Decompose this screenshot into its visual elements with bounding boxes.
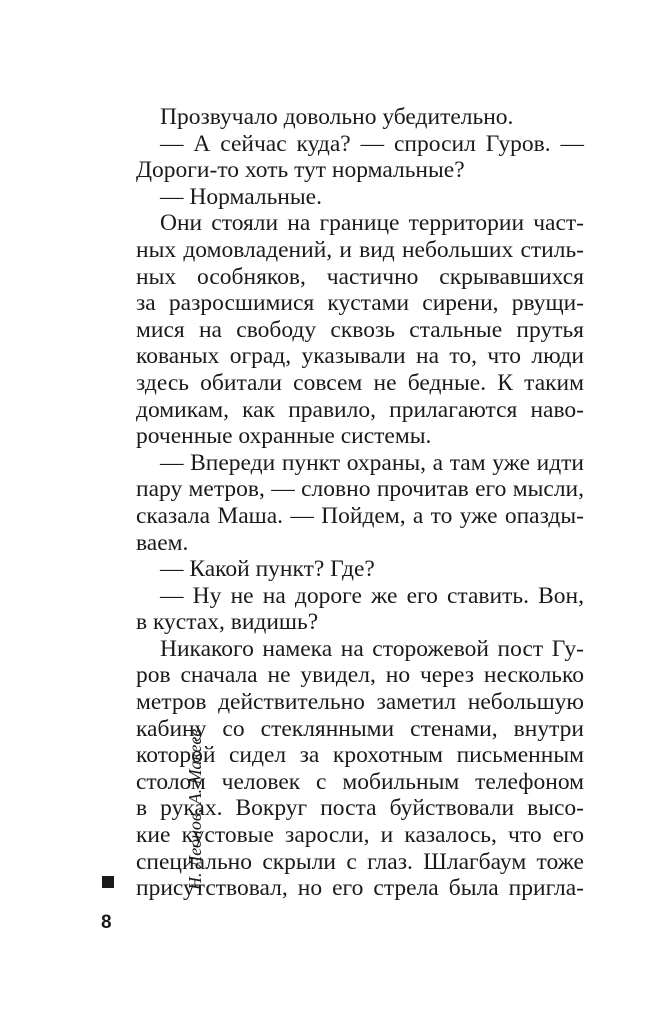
text-line: которой сидел за крохотным письменным (136, 742, 584, 769)
text-line: пару метров, — словно прочитав его мысли, (136, 476, 584, 503)
text-line: столом человек с мобильным телефоном (136, 768, 584, 795)
text-line: сказала Маша. — Пойдем, а то уже опазды- (136, 502, 584, 529)
text-line: метров действительно заметил небольшую (136, 689, 584, 716)
text-line: присутствовал, но его стрела была пригла- (136, 875, 584, 902)
text-line: ваем. (136, 529, 189, 556)
text-line: ров сначала не увидел, но через несколько (136, 662, 584, 689)
text-line: в кустах, видишь? (136, 609, 319, 636)
text-line: домикам, как правило, прилагаются наво- (136, 396, 584, 423)
text-line: Дороги-то хоть тут нормальные? (136, 157, 465, 184)
text-line: роченные охранные системы. (136, 423, 432, 450)
text-line: — А сейчас куда? — спросил Гуров. — (160, 130, 584, 157)
text-line: ных особняков, частично скрывавшихся (136, 263, 584, 290)
page-number: 8 (101, 912, 112, 933)
text-line: мися на свободу сквозь стальные прутья (136, 316, 584, 343)
text-line: Прозвучало довольно убедительно. (160, 104, 514, 130)
running-header: Н. Леонов, А. Макеев (185, 728, 205, 890)
header-marker-square (102, 876, 114, 888)
text-line: — Нормальные. (160, 183, 322, 210)
text-line: Они стояли на границе территории част- (160, 210, 584, 237)
text-line: ных домовладений, и вид небольших стиль- (136, 236, 584, 263)
text-line: — Впереди пункт охраны, а там уже идти (160, 449, 584, 476)
text-line: кие кустовые заросли, и казалось, что его (136, 822, 584, 849)
text-line: — Какой пункт? Где? (160, 556, 375, 583)
text-line: за разросшимися кустами сирени, рвущи- (136, 290, 584, 317)
text-line: кованых оград, указывали на то, что люди (136, 343, 584, 370)
text-line: Никакого намека на сторожевой пост Гу- (160, 635, 584, 662)
text-line: кабину со стеклянными стенами, внутри (136, 715, 584, 742)
text-line: в руках. Вокруг поста буйствовали высо- (136, 795, 584, 822)
text-line: здесь обитали совсем не бедные. К таким (136, 369, 584, 396)
text-line: специально скрыли с глаз. Шлагбаум тоже (136, 848, 584, 875)
text-line: — Ну не на дороге же его ставить. Вон, (160, 582, 584, 609)
